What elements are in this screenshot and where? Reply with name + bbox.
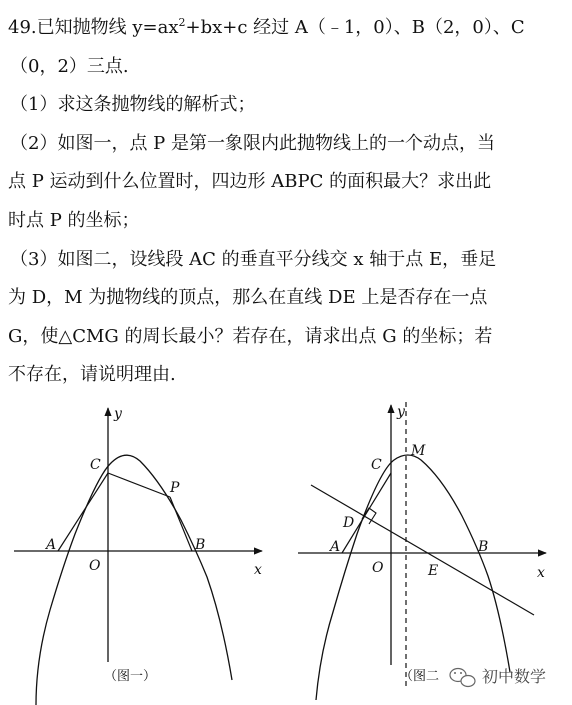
fig1-label-origin: O [89, 558, 101, 574]
problem-line-1-suffix: +bx+c 经过 A（﹣1，0）、B（2，0）、C [185, 17, 525, 38]
fig1-segment-ac [58, 473, 108, 551]
fig2-label-origin: O [372, 560, 384, 576]
part-2-line-3: 时点 P 的坐标； [8, 209, 140, 231]
problem-line-2: （0，2）三点. [10, 55, 129, 77]
figure-2 [298, 402, 546, 700]
fig1-segment-cp [108, 473, 170, 497]
watermark-text: 初中数学 [482, 667, 547, 686]
fig1-label-c: C [90, 457, 101, 473]
fig1-parabola [36, 455, 232, 705]
fig2-label-d: D [343, 515, 355, 531]
fig1-label-a: A [46, 537, 57, 553]
fig2-label-x: x [537, 565, 545, 581]
wechat-icon [450, 669, 475, 687]
problem-line-1-prefix: 49.已知抛物线 y=ax [8, 17, 179, 38]
fig1-label-b: B [195, 537, 206, 553]
part-1: （1）求这条抛物线的解析式； [10, 94, 256, 116]
fig2-label-c: C [371, 457, 382, 473]
part-3-line-4: 不存在，请说明理由. [8, 364, 176, 386]
exponent: 2 [178, 16, 186, 29]
part-3-line-3: G，使△CMG 的周长最小？若存在，请求出点 G 的坐标；若 [8, 325, 493, 347]
fig2-label-e: E [428, 563, 439, 579]
part-2-line-1: （2）如图一，点 P 是第一象限内此抛物线上的一个动点，当 [10, 132, 496, 154]
fig1-caption: （图一） [104, 669, 157, 684]
fig2-label-y: y [397, 404, 405, 420]
fig2-caption: （图二 [400, 669, 440, 684]
figure-1 [14, 406, 262, 705]
part-3-line-1: （3）如图二，设线段 AC 的垂直平分线交 x 轴于点 E，垂足 [10, 248, 497, 270]
fig2-label-m: M [411, 443, 426, 459]
fig2-label-b: B [478, 539, 489, 555]
fig1-segment-pb [170, 497, 192, 551]
fig2-segment-ac [342, 473, 391, 553]
fig1-label-x: x [254, 562, 262, 578]
part-2-line-2: 点 P 运动到什么位置时，四边形 ABPC 的面积最大？求出此 [8, 171, 492, 193]
fig2-label-a: A [330, 539, 341, 555]
fig1-label-y: y [114, 406, 122, 422]
watermark [450, 667, 546, 687]
part-3-line-2: 为 D，M 为抛物线的顶点，那么在直线 DE 上是否存在一点 [8, 287, 488, 309]
fig2-parabola [316, 455, 510, 700]
fig1-label-p: P [170, 480, 180, 496]
